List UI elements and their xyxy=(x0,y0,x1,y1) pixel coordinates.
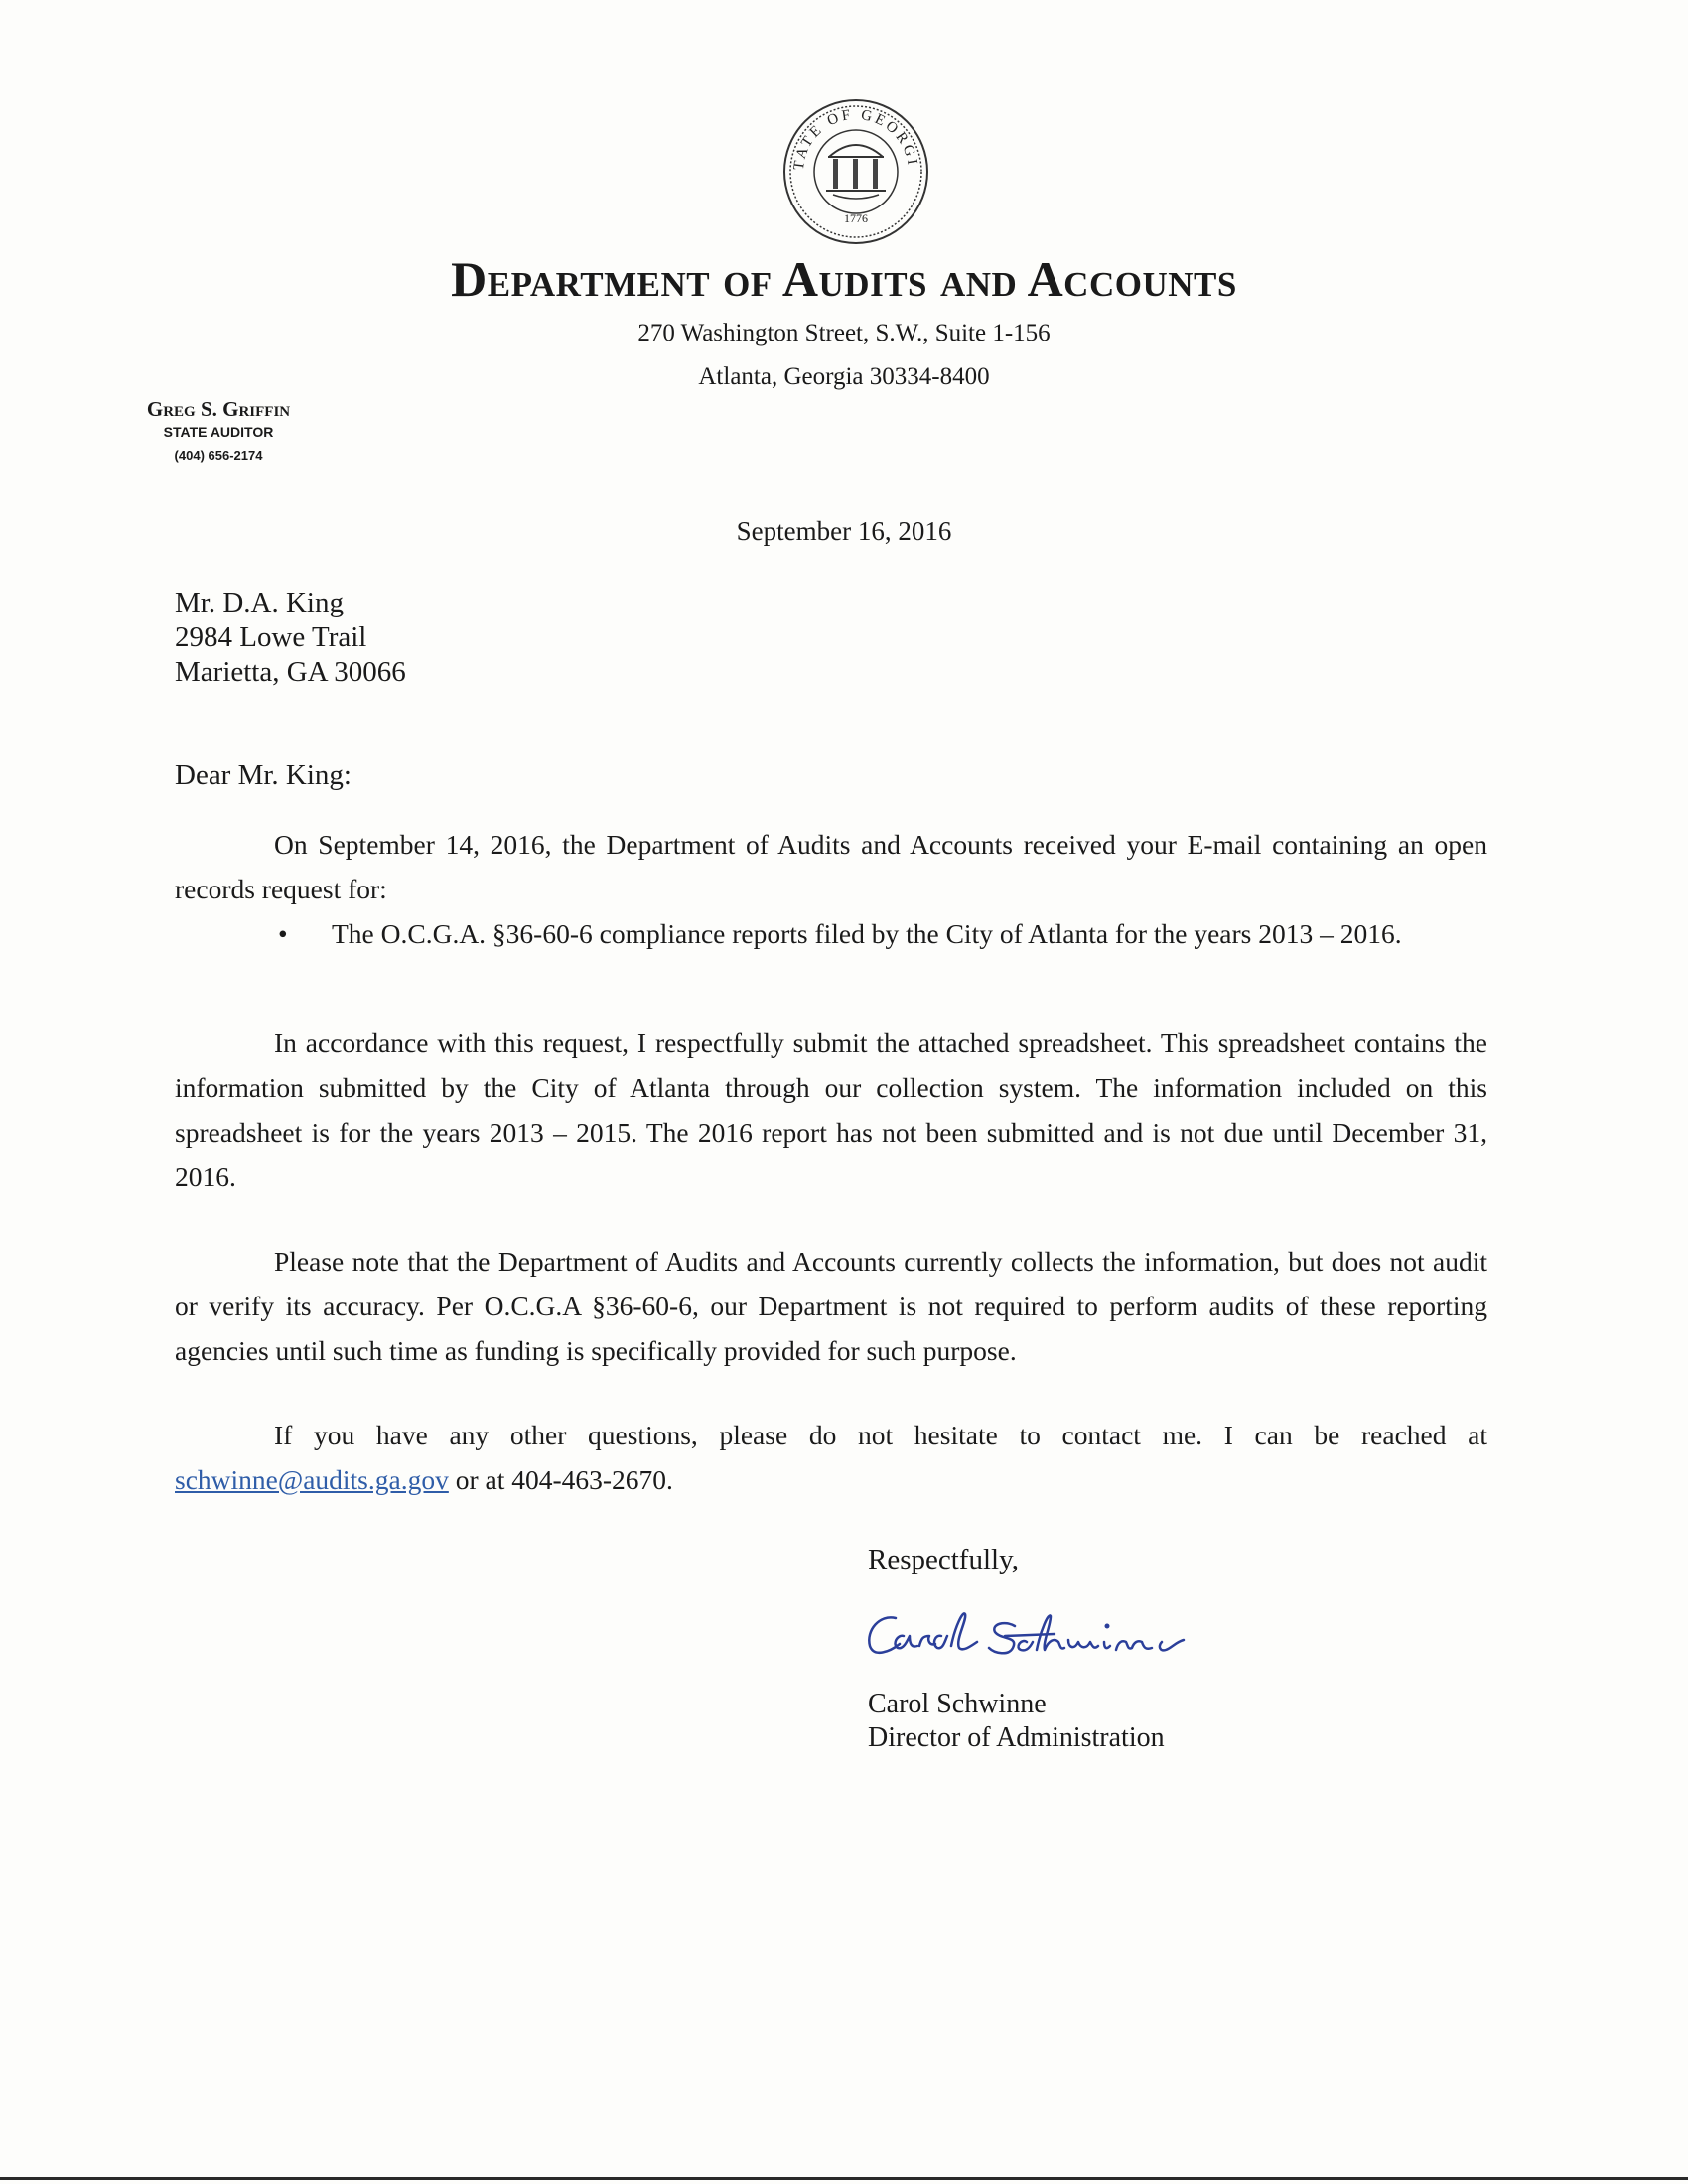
svg-text:STATE OF GEORGIA xyxy=(781,97,920,171)
signature xyxy=(856,1596,1253,1666)
bullet-text: The O.C.G.A. §36-60-6 compliance reports filed by the City of Atlanta for the years 2013 – 2016. xyxy=(332,918,1402,949)
salutation: Dear Mr. King: xyxy=(175,759,352,791)
department-title: Department of Audits and Accounts xyxy=(451,251,1237,307)
auditor-title: STATE AUDITOR xyxy=(163,424,274,440)
page-bottom-rule xyxy=(0,2177,1688,2180)
paragraph-response xyxy=(175,1021,1487,1199)
signer-title: Director of Administration xyxy=(868,1722,1165,1753)
paragraph-request-text: On September 14, 2016, the Department of Audits and Accounts received your E-mail containing an open records request for: xyxy=(175,829,1487,904)
signer-name: Carol Schwinne xyxy=(868,1689,1047,1719)
paragraph-request xyxy=(175,822,1487,911)
state-seal xyxy=(781,97,930,246)
auditor-phone: (404) 656-2174 xyxy=(174,448,263,463)
paragraph-contact-text: If you have any other questions, please do not hesitate to contact me. I can be reached at xyxy=(274,1420,1487,1450)
recipient-street: 2984 Lowe Trail xyxy=(175,621,367,653)
paragraph-note-text: Please note that the Department of Audits and Accounts currently collects the information, but does not audit or verify its accuracy. Per O.C.G.A §36-60-6, our Department is not required to perform audits of these reporting agencies until such time as funding is specifically provided for such purpose. xyxy=(175,1246,1487,1366)
recipient-name: Mr. D.A. King xyxy=(175,587,344,618)
seal-text: TATE OF GEORGI xyxy=(790,106,920,172)
auditor-name: Greg S. Griffin xyxy=(146,397,291,421)
paragraph-note xyxy=(175,1239,1487,1373)
paragraph-contact-phone: or at 404-463-2670. xyxy=(448,1464,673,1495)
bullet-icon: • xyxy=(278,918,288,949)
request-bullet xyxy=(175,911,1487,956)
auditor-block xyxy=(99,397,338,463)
signer-block xyxy=(868,1688,1165,1755)
seal-year: 1776 xyxy=(844,211,868,225)
paragraph-contact xyxy=(175,1413,1487,1502)
paragraph-response-text: In accordance with this request, I respectfully submit the attached spreadsheet. This spreadsheet contains the information submitted by the City of Atlanta through our collection system. The information included on this spreadsheet is for the years 2013 – 2015. The 2016 report has not been submitted and is not due until December 31, 2016. xyxy=(175,1027,1487,1192)
address-line-1: 270 Washington Street, S.W., Suite 1-156 xyxy=(637,320,1051,346)
recipient-city: Marietta, GA 30066 xyxy=(175,656,406,688)
email-link[interactable]: schwinne@audits.ga.gov xyxy=(175,1464,449,1495)
letter-date: September 16, 2016 xyxy=(736,516,952,546)
address-line-2: Atlanta, Georgia 30334-8400 xyxy=(698,363,990,390)
closing: Respectfully, xyxy=(868,1544,1019,1575)
recipient-address xyxy=(175,586,406,690)
